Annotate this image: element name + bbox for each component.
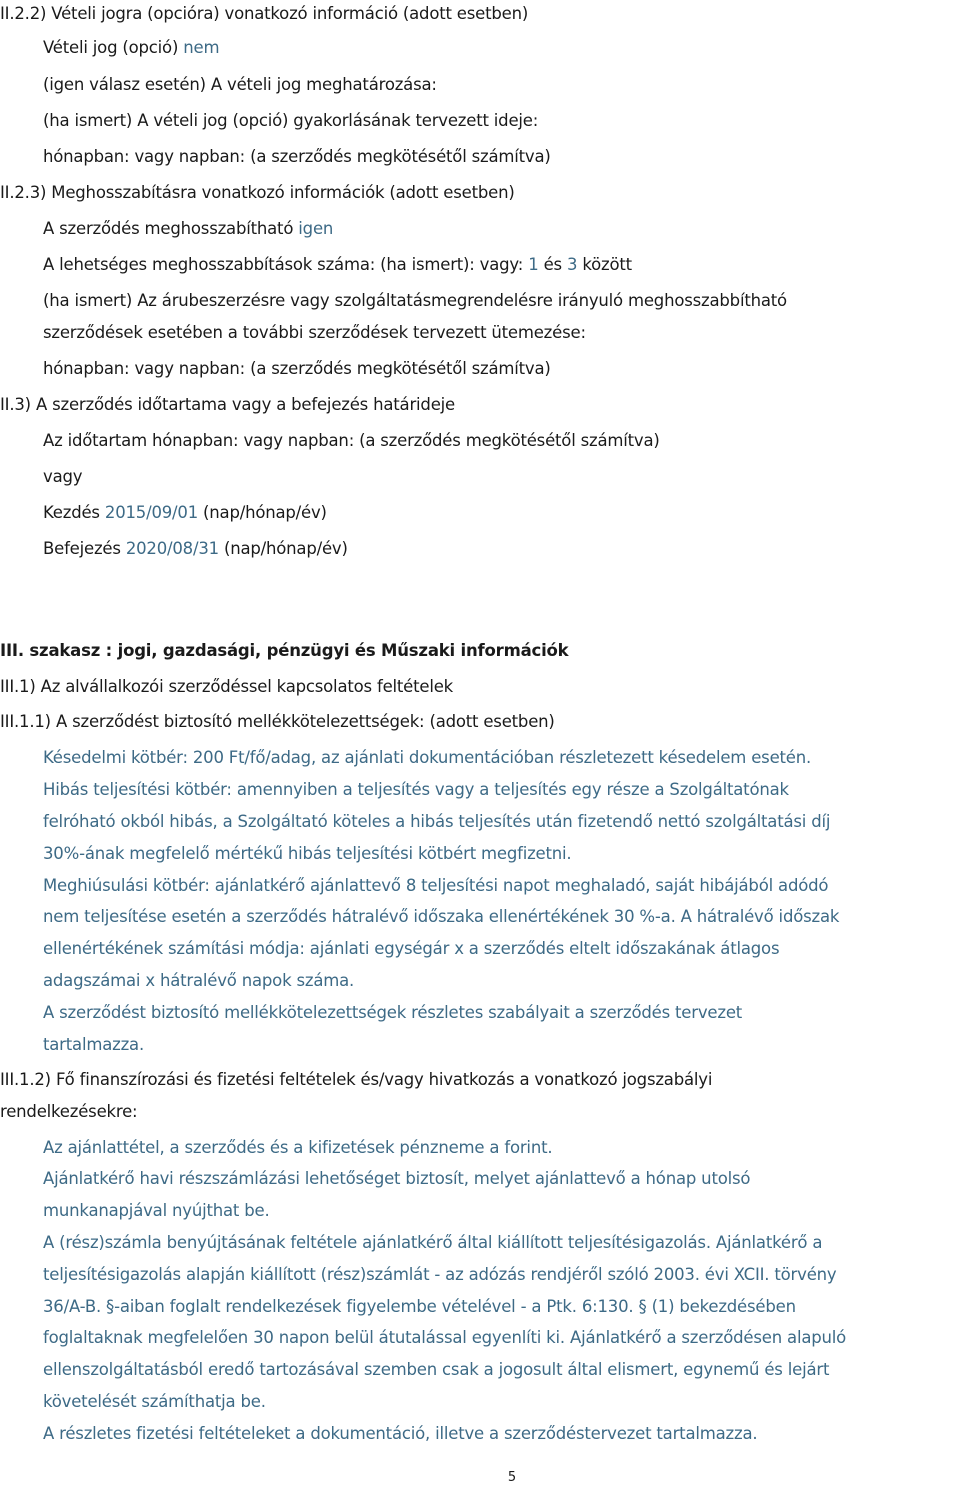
start-date: 2015/09/01: [104, 503, 198, 522]
guarantee-line: A szerződést biztosító mellékkötelezettségek részletes szabályait a szerződés tervezet: [43, 1003, 743, 1022]
guarantee-line: felróható okból hibás, a Szolgáltató köteles a hibás teljesítés után fizetendő nettó szolgáltatási díj: [43, 812, 831, 831]
guarantee-line: Meghiúsulási kötbér: ajánlatkérő ajánlattevő 8 teljesítési napot meghaladó, saját hibájából adódó: [43, 876, 829, 895]
option-definition-line: (igen válasz esetén) A vételi jog meghatározása:: [43, 75, 437, 94]
payment-line: követelését számíthatja be.: [43, 1392, 266, 1411]
payment-line: Az ajánlattétel, a szerződés és a kifizetések pénzneme a forint.: [43, 1138, 553, 1157]
extension-label: A szerződés meghosszabítható: [43, 219, 294, 238]
extension-count-mid: és: [543, 255, 562, 274]
extension-count-line: [43, 254, 632, 276]
end-label: Befejezés: [43, 539, 121, 558]
guarantee-line: Késedelmi kötbér: 200 Ft/fő/adag, az ajánlati dokumentációban részletezett késedelem esetén.: [43, 748, 812, 767]
guarantee-line: 30%-ának megfelelő mértékű hibás teljesítési kötbért megfizetni.: [43, 844, 572, 863]
extension-goods-line-1: (ha ismert) Az árubeszerzésre vagy szolgáltatásmegrendelésre irányuló meghosszabbítható: [43, 291, 787, 310]
section-heading-iii-1-2-cont: rendelkezésekre:: [0, 1102, 138, 1121]
payment-line: teljesítésigazolás alapján kiállított (rész)számlát - az adózás rendjéről szóló 2003. évi XCII. törvény: [43, 1265, 837, 1284]
payment-line: ellenszolgáltatásból eredő tartozásával szemben csak a jogosult által elismert, egynemű és lejárt: [43, 1360, 830, 1379]
payment-line: Ajánlatkérő havi részszámlázási lehetőséget biztosít, melyet ajánlattevő a hónap utolsó: [43, 1169, 751, 1188]
page-number: 5: [507, 1470, 517, 1485]
extension-months-line: hónapban: vagy napban: (a szerződés megkötésétől számítva): [43, 359, 551, 378]
start-format: (nap/hónap/év): [203, 503, 327, 522]
guarantee-line: adagszámai x hátralévő napok száma.: [43, 971, 355, 990]
end-format: (nap/hónap/év): [223, 539, 348, 558]
section-heading-ii-2-2: II.2.2) Vételi jogra (opcióra) vonatkozó információ (adott esetben): [0, 4, 529, 23]
end-date: 2020/08/31: [125, 539, 219, 558]
section-heading-iii-1-2: III.1.2) Fő finanszírozási és fizetési feltételek és/vagy hivatkozás a vonatkozó jogszabályi: [0, 1070, 713, 1089]
payment-line: munkanapjával nyújthat be.: [43, 1201, 270, 1220]
guarantee-line: Hibás teljesítési kötbér: amennyiben a teljesítés vagy a teljesítés egy része a Szolgáltatónak: [43, 780, 789, 799]
extension-goods-line-2: szerződések esetében a további szerződések tervezett ütemezése:: [43, 323, 586, 342]
extension-line: [43, 218, 333, 240]
payment-line: A részletes fizetési feltételeket a dokumentáció, illetve a szerződéstervezet tartalmazza.: [43, 1424, 758, 1443]
section-heading-ii-2-3: II.2.3) Meghosszabításra vonatkozó információk (adott esetben): [0, 183, 515, 202]
payment-line: 36/A-B. §-aiban foglalt rendelkezések figyelembe vételével - a Ptk. 6:130. § (1) bekezdésében: [43, 1297, 796, 1316]
section-heading-iii-1-1: III.1.1) A szerződést biztosító mellékkötelezettségek: (adott esetben): [0, 712, 555, 731]
extension-count-max: 3: [566, 255, 578, 274]
guarantee-line: ellenértékének számítási módja: ajánlati egységár x a szerződés eltelt időszakának átlagos: [43, 939, 780, 958]
option-months-line: hónapban: vagy napban: (a szerződés megkötésétől számítva): [43, 147, 551, 166]
start-label: Kezdés: [43, 503, 100, 522]
section-heading-iii-1: III.1) Az alvállalkozói szerződéssel kapcsolatos feltételek: [0, 677, 454, 696]
option-label: Vételi jog (opció): [43, 38, 179, 57]
extension-count-label: A lehetséges meghosszabbítások száma: (ha ismert): vagy:: [43, 255, 524, 274]
payment-line: foglaltaknak megfelelően 30 napon belül átutalással egyenlíti ki. Ajánlatkérő a szerződésen alapuló: [43, 1328, 847, 1347]
duration-or: vagy: [43, 467, 83, 486]
guarantee-line: tartalmazza.: [43, 1035, 144, 1054]
end-line: [43, 538, 348, 560]
start-line: [43, 502, 327, 524]
guarantee-line: nem teljesítése esetén a szerződés hátralévő időszaka ellenértékének 30 %-a. A hátralévő időszak: [43, 907, 840, 926]
option-line: [43, 37, 219, 59]
section-heading-iii: III. szakasz : jogi, gazdasági, pénzügyi és Műszaki információk: [0, 641, 569, 660]
payment-line: A (rész)számla benyújtásának feltétele ajánlatkérő által kiállított teljesítésigazolás. Ajánlatkérő a: [43, 1233, 823, 1252]
option-value: nem: [183, 38, 220, 57]
extension-count-end: között: [582, 255, 632, 274]
option-time-line: (ha ismert) A vételi jog (opció) gyakorlásának tervezett ideje:: [43, 111, 539, 130]
extension-value: igen: [298, 219, 334, 238]
extension-count-min: 1: [528, 255, 539, 274]
duration-line: Az időtartam hónapban: vagy napban: (a szerződés megkötésétől számítva): [43, 431, 660, 450]
section-heading-ii-3: II.3) A szerződés időtartama vagy a befejezés határideje: [0, 395, 455, 414]
